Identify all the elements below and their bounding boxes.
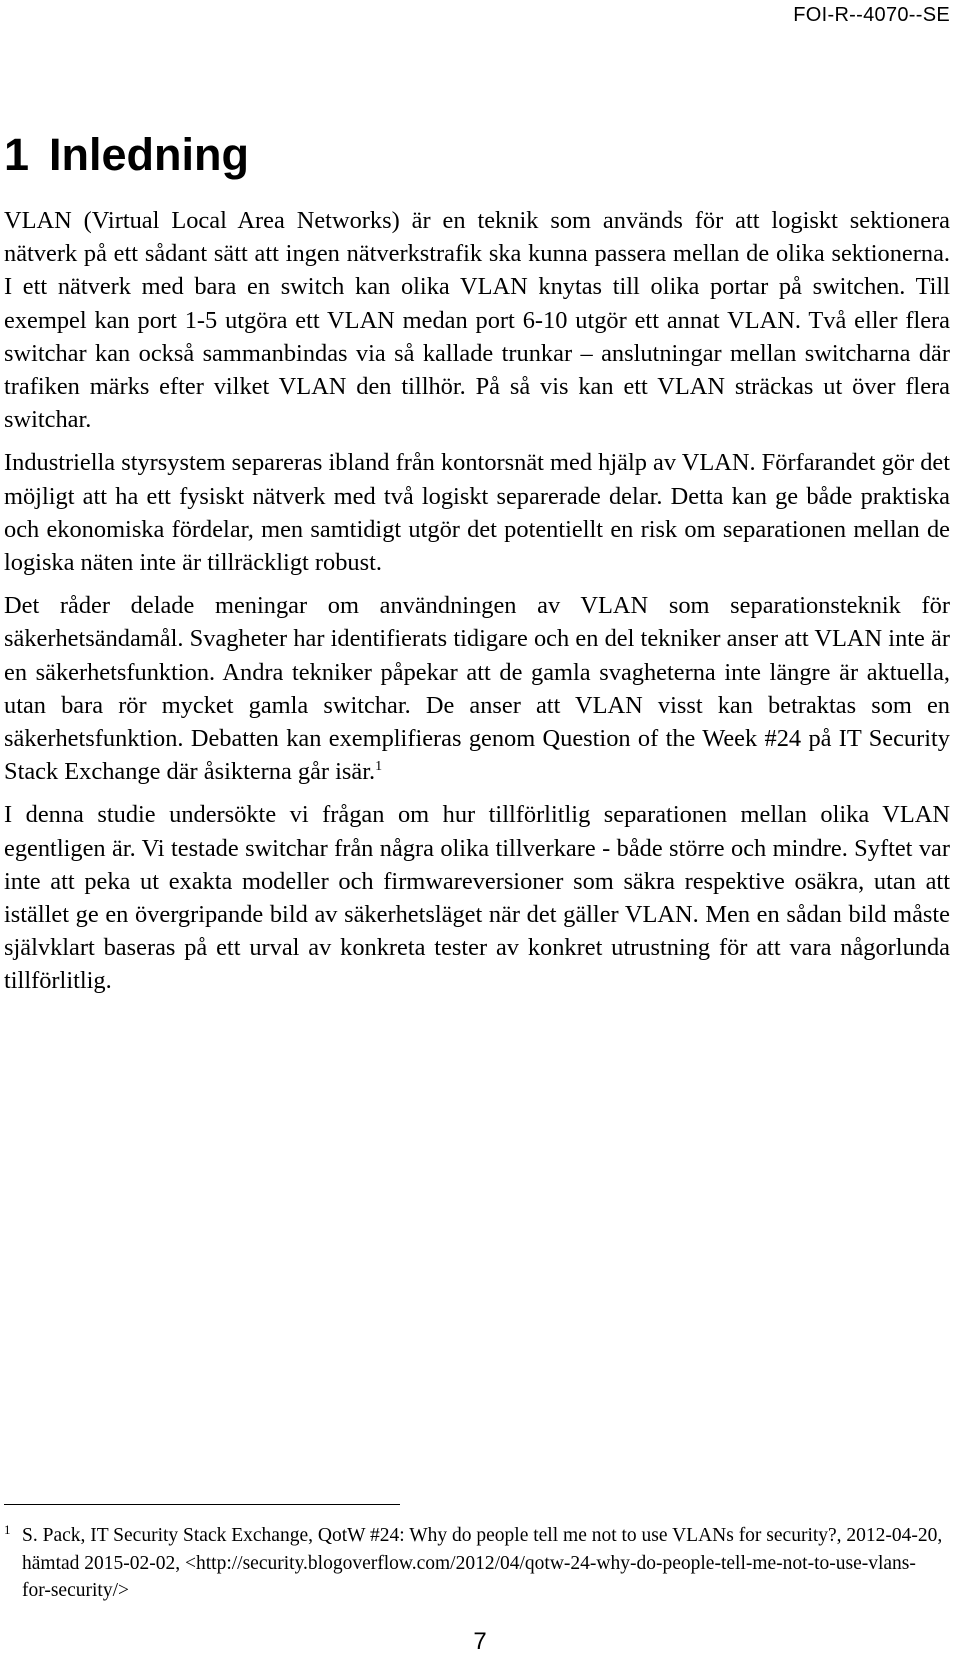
footnote-text: S. Pack, IT Security Stack Exchange, QotW #24: Why do people tell me not to use VLANs for security?, 2012-04-20, hämtad 2015-02-02, <http://security.blogoverflow.com/2012/04/qotw-24-why-do-people-tell-me-not-to-use-vlans-for-security/> — [22, 1525, 943, 1601]
body-text — [4, 204, 950, 1008]
footnote-reference[interactable]: 1 — [375, 759, 383, 775]
paragraph-3-text: Det råder delade meningar om användningen av VLAN som separationsteknik för säkerhetsändamål. Svagheter har identifierats tidigare och en del tekniker anser att VLAN inte är en säkerhetsfunktion. Andra tekniker påpekar att de gamla svagheterna inte längre är aktuella, utan bara rör mycket gamla switchar. De anser att VLAN visst kan betraktas som en säkerhetsfunktion. Debatten kan exemplifieras genom Question of the Week #24 på IT Security Stack Exchange där åsikterna går isär. — [4, 592, 950, 786]
footnote — [4, 1522, 944, 1605]
chapter-title: Inledning — [49, 129, 250, 180]
paragraph-4: I denna studie undersökte vi frågan om hur tillförlitlig separationen mellan olika VLAN egentligen är. Vi testade switchar från några olika tillverkare - både större och mindre. Syftet var inte att peka ut exakta modeller och firmwareversioner som säkra respektive osäkra, utan att istället ge en övergripande bild av säkerhetsläget när det gäller VLAN. Men en sådan bild måste självklart baseras på ett urval av konkreta tester av konkret utrustning för att vara någorlunda tillförlitlig. — [4, 801, 950, 995]
paragraph-1: VLAN (Virtual Local Area Networks) är en teknik som används för att logiskt sektionera nätverk på ett sådant sätt att ingen nätverkstrafik ska kunna passera mellan de olika sektionerna. I ett nätverk med bara en switch kan olika VLAN knytas till olika portar på switchen. Till exempel kan port 1-5 utgöra ett VLAN medan port 6-10 utgör ett annat VLAN. Två eller flera switchar kan också sammanbindas via så kallade trunkar – anslutningar mellan switcharna där trafiken märks efter vilket VLAN den tillhör. På så vis kan ett VLAN sträckas ut över flera switchar. — [4, 207, 950, 434]
footnote-separator — [4, 1504, 400, 1505]
page-number: 7 — [473, 1628, 487, 1655]
footnote-mark: 1 — [4, 1522, 11, 1537]
chapter-number: 1 — [4, 129, 30, 180]
report-id: FOI-R--4070--SE — [793, 4, 950, 26]
paragraph-2: Industriella styrsystem separeras ibland från kontorsnät med hjälp av VLAN. Förfarandet gör det möjligt att ha ett fysiskt nätverk med två logiskt separerade delar. Detta kan ge både praktiska och ekonomiska fördelar, men samtidigt utgör det potentiellt en risk om separationen mellan de logiska näten inte är tillräckligt robust. — [4, 449, 950, 577]
paragraph-3 — [4, 589, 950, 788]
chapter-heading — [4, 128, 249, 182]
